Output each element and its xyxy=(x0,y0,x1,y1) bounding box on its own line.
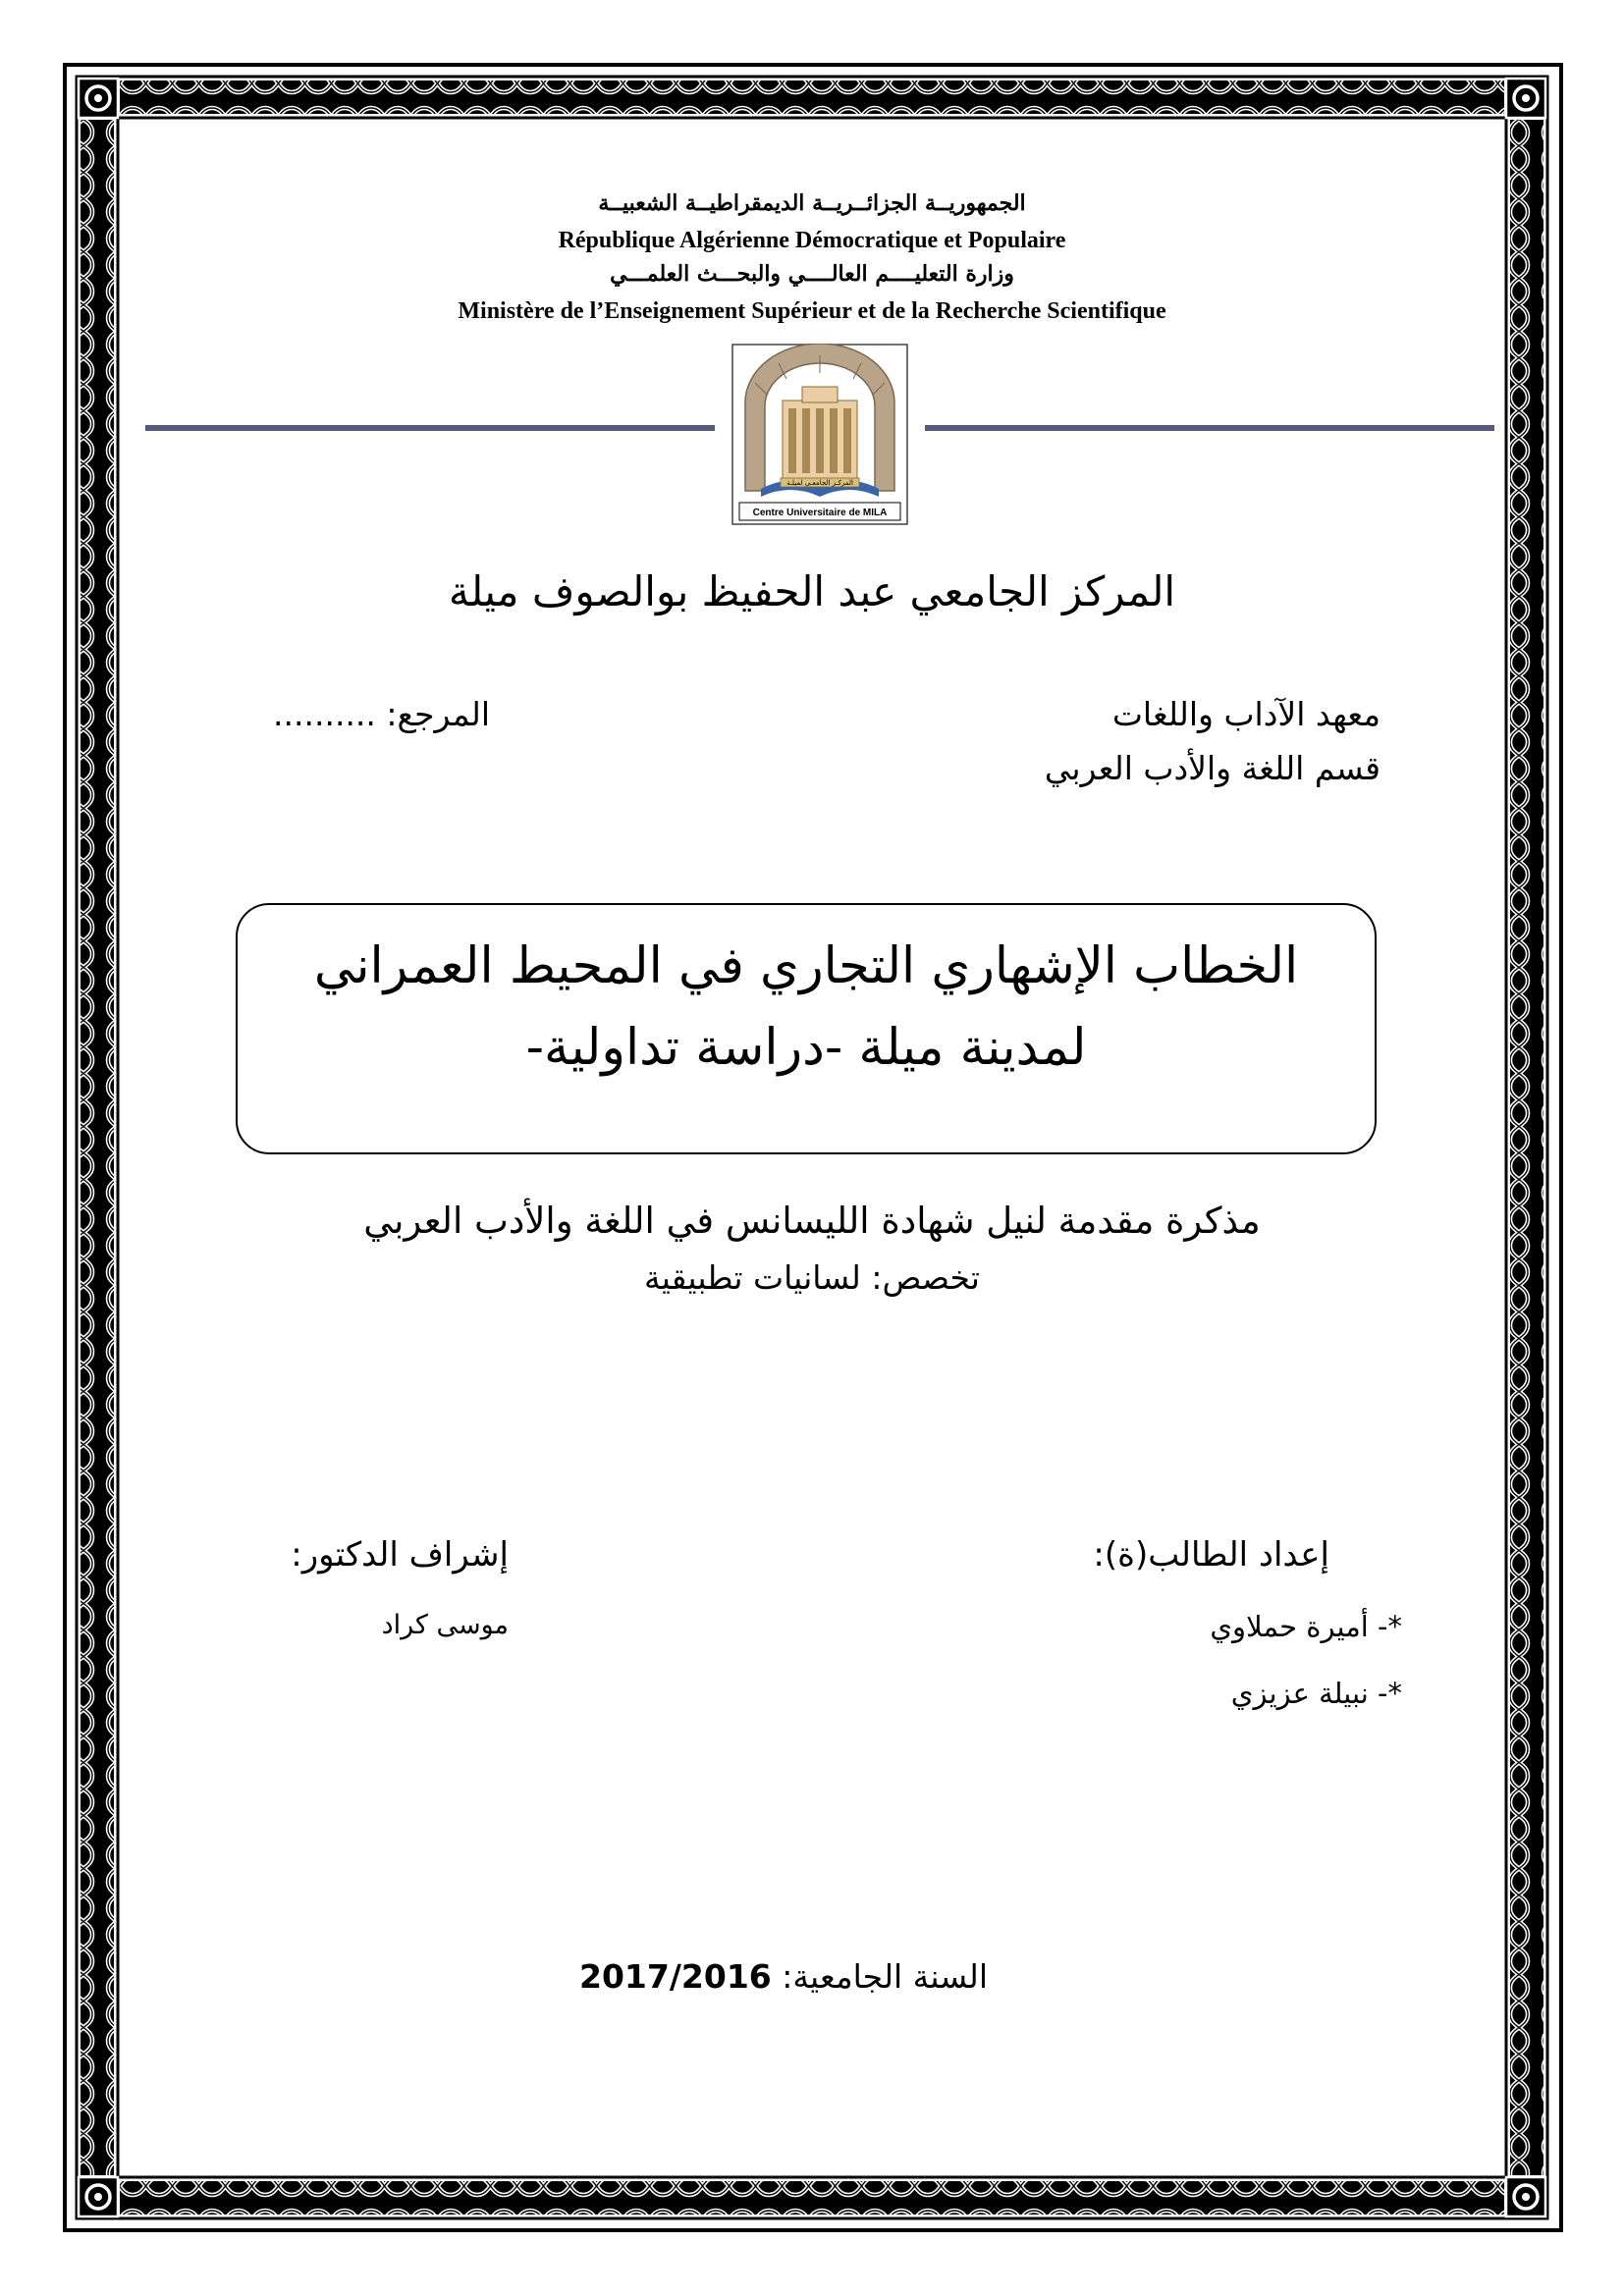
supervisor-name: موسى كراد xyxy=(381,1610,509,1640)
logo-inner-text: المركـز الجامعـي لميلـة xyxy=(786,479,853,487)
header-rule-left xyxy=(145,425,715,431)
university-name: المركز الجامعي عبد الحفيظ بوالصوف ميلة xyxy=(448,567,1176,615)
republic-french: République Algérienne Démocratique et Populaire xyxy=(558,228,1066,253)
university-logo xyxy=(731,344,908,525)
thesis-title-line2: لمدينة ميلة -دراسة تداولية- xyxy=(525,1019,1087,1077)
academic-year-label: السنة الجامعية: xyxy=(782,1957,988,1996)
institute-name: معهد الآداب واللغات xyxy=(1111,695,1380,733)
academic-year xyxy=(579,1957,988,1996)
student-name-2: *- نبيلة عزيزي xyxy=(1230,1677,1402,1710)
academic-year-value: 2017/2016 xyxy=(579,1957,772,1996)
ministry-arabic: وزارة التعليــــم العالــــي والبحـــث العلمـــي xyxy=(610,261,1014,287)
students-label: إعداد الطالب(ة): xyxy=(1093,1535,1329,1575)
ministry-french: Ministère de l’Enseignement Supérieur et de la Recherche Scientifique xyxy=(458,298,1166,324)
department-name: قسم اللغة والأدب العربي xyxy=(1044,749,1380,787)
student-name-1: *- أميرة حملاوي xyxy=(1210,1610,1402,1643)
thesis-title-line1: الخطاب الإشهاري التجاري في المحيط العمراني xyxy=(313,937,1299,995)
header-rule-right xyxy=(925,425,1494,431)
specialty: تخصص: لسانيات تطبيقية xyxy=(644,1258,980,1297)
logo-caption: Centre Universitaire de MILA xyxy=(752,507,888,518)
supervisor-label: إشراف الدكتور: xyxy=(291,1535,509,1575)
republic-arabic: الجمهوريــة الجزائــريــة الديمقراطيــة الشعبيــة xyxy=(598,190,1026,216)
reference-number: المرجع: .......... xyxy=(273,695,490,733)
degree-statement: مذكرة مقدمة لنيل شهادة الليسانس في اللغة والأدب العربي xyxy=(363,1200,1261,1242)
